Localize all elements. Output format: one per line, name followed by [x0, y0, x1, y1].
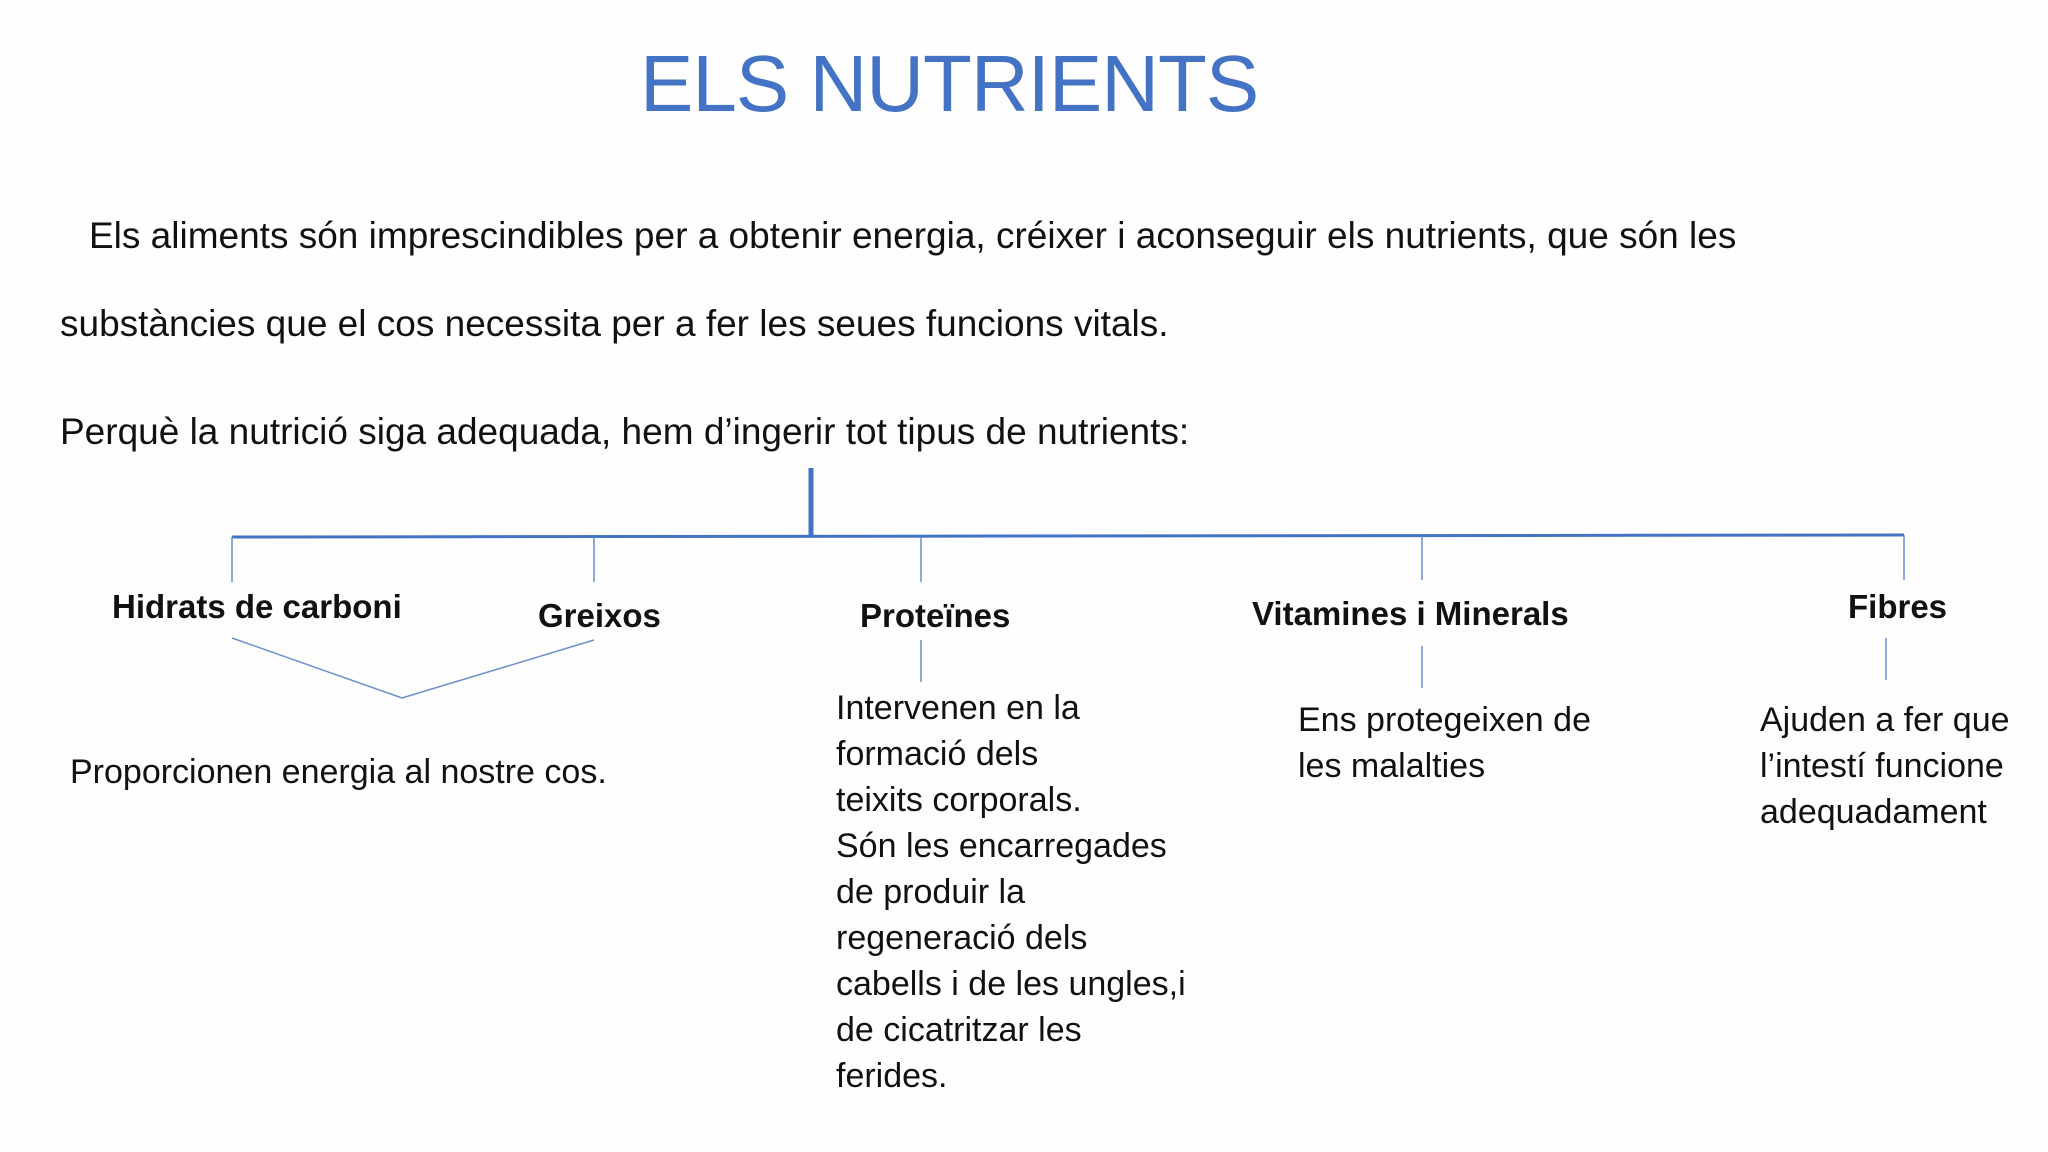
intro-text-line-2: substàncies que el cos necessita per a fer les seues funcions vitals.: [60, 303, 1169, 344]
merge-connector-hidrats-greixos: [232, 638, 594, 698]
intro-text-line-1: Els aliments són imprescindibles per a obtenir energia, créixer i aconseguir els nutrients, que són les: [89, 215, 1737, 256]
description-vitamines-i-minerals: Ens protegeixen de les malalties: [1298, 701, 1591, 785]
description-proteines: Intervenen en la formació dels teixits corporals. Són les encarregades de produir la regeneració dels cabells i de les ungles,i de cicatritzar les ferides.: [836, 689, 1186, 1095]
category-greixos: Greixos: [538, 597, 661, 634]
category-proteines: Proteïnes: [860, 597, 1011, 634]
page-title: ELS NUTRIENTS: [640, 39, 1259, 128]
category-vitamines-i-minerals: Vitamines i Minerals: [1252, 595, 1569, 632]
horizontal-connector: [232, 535, 1904, 537]
description-energia: Proporcionen energia al nostre cos.: [70, 753, 607, 791]
description-fibres: Ajuden a fer que l’intestí funcione adequadament: [1760, 701, 2010, 831]
category-fibres: Fibres: [1848, 588, 1948, 625]
intro-text-line-3: Perquè la nutrició siga adequada, hem d’ingerir tot tipus de nutrients:: [60, 411, 1190, 452]
category-hidrats-de-carboni: Hidrats de carboni: [112, 588, 402, 625]
